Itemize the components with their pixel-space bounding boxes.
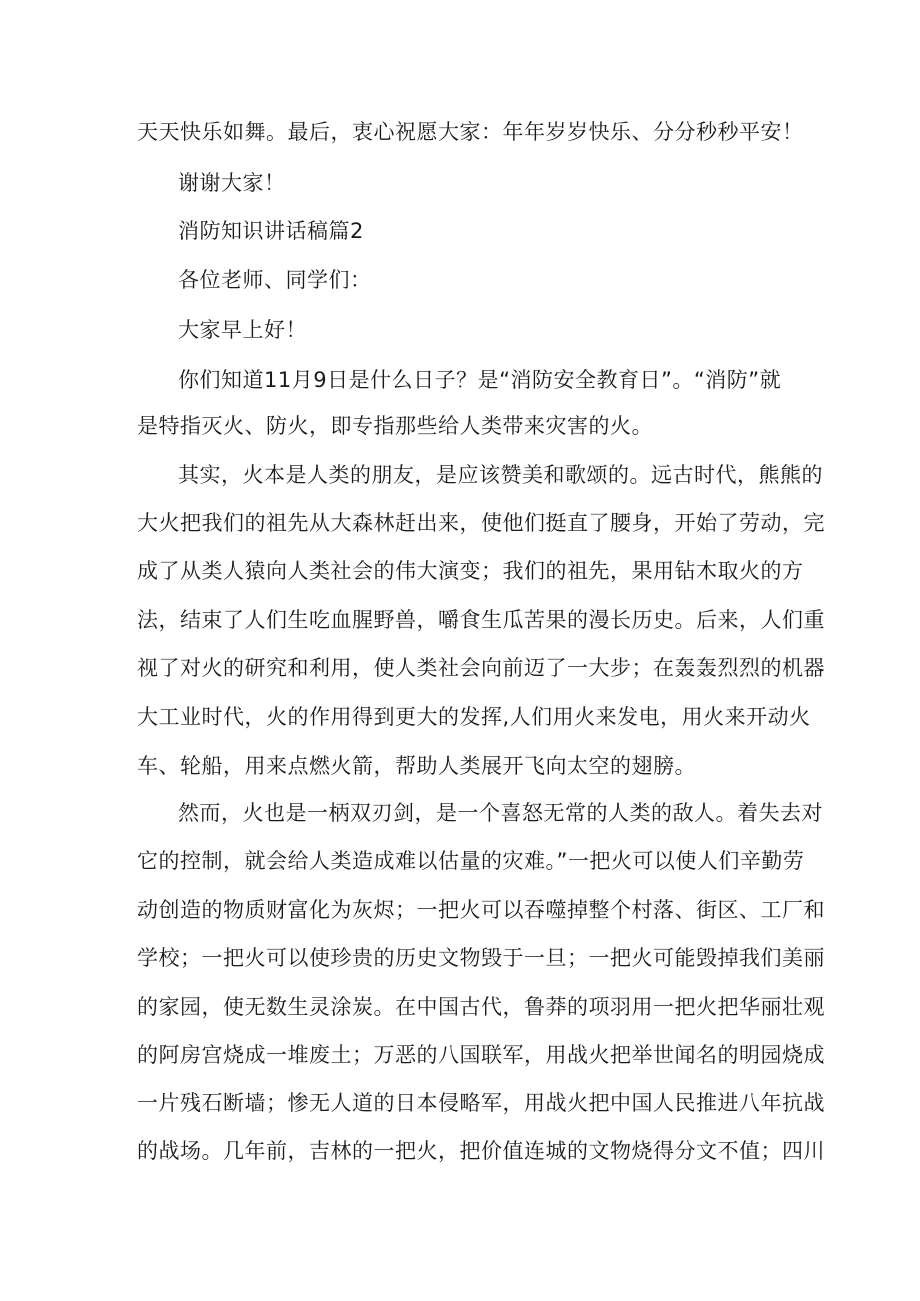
- text-line: 动创造的物质财富化为灰烬；一把火可以吞噬掉整个村落、街区、工厂和: [137, 898, 825, 922]
- text-line: 大火把我们的祖先从大森林赶出来，使他们挺直了腰身，开始了劳动，完: [137, 511, 825, 535]
- text-line: 法，结束了人们生吃血腥野兽，嚼食生瓜苦果的漫长历史。后来，人们重: [137, 608, 825, 632]
- salutation: 各位老师、同学们：: [178, 268, 372, 292]
- text-line: 然而，火也是一柄双刃剑，是一个喜怒无常的人类的敌人。着失去对: [178, 801, 823, 825]
- text-line: 的阿房宫烧成一堆废土；万恶的八国联军，用战火把举世闻名的明园烧成: [137, 1043, 825, 1067]
- text-line: 是特指灭火、防火，即专指那些给人类带来灾害的火。: [137, 414, 653, 438]
- section-heading: 消防知识讲话稿篇2: [178, 219, 364, 243]
- text-line: 视了对火的研究和利用，使人类社会向前迈了一大步；在轰轰烈烈的机器: [137, 656, 825, 680]
- text-line: 学校；一把火可以使珍贵的历史文物毁于一旦；一把火可能毁掉我们美丽: [137, 946, 825, 970]
- text-line: 车、轮船，用来点燃火箭，帮助人类展开飞向太空的翅膀。: [137, 754, 696, 778]
- text-line: 的家园，使无数生灵涂炭。在中国古代，鲁莽的项羽用一把火把华丽壮观: [137, 995, 825, 1019]
- greeting: 大家早上好！: [178, 318, 307, 342]
- text-line: 成了从类人猿向人类社会的伟大演变；我们的祖先，果用钻木取火的方: [137, 559, 804, 583]
- text-line: 其实，火本是人类的朋友，是应该赞美和歌颂的。远古时代，熊熊的: [178, 463, 823, 487]
- text-line: 谢谢大家！: [178, 171, 286, 195]
- text-line: 大工业时代，火的作用得到更大的发挥,人们用火来发电，用火来开动火: [137, 705, 811, 729]
- text-line: 一片残石断墙；惨无人道的日本侵略军，用战火把中国人民推进八年抗战: [137, 1091, 825, 1115]
- text-line: 的战场。几年前，吉林的一把火，把价值连城的文物烧得分文不值；四川: [137, 1139, 825, 1163]
- text-line: 它的控制，就会给人类造成难以估量的灾难。”一把火可以使人们辛勤劳: [137, 849, 805, 873]
- text-line: 天天快乐如舞。最后，衷心祝愿大家：年年岁岁快乐、分分秒秒平安！: [137, 120, 804, 144]
- text-line: 你们知道11月9日是什么日子？是“消防安全教育日”。“消防”就: [178, 368, 782, 392]
